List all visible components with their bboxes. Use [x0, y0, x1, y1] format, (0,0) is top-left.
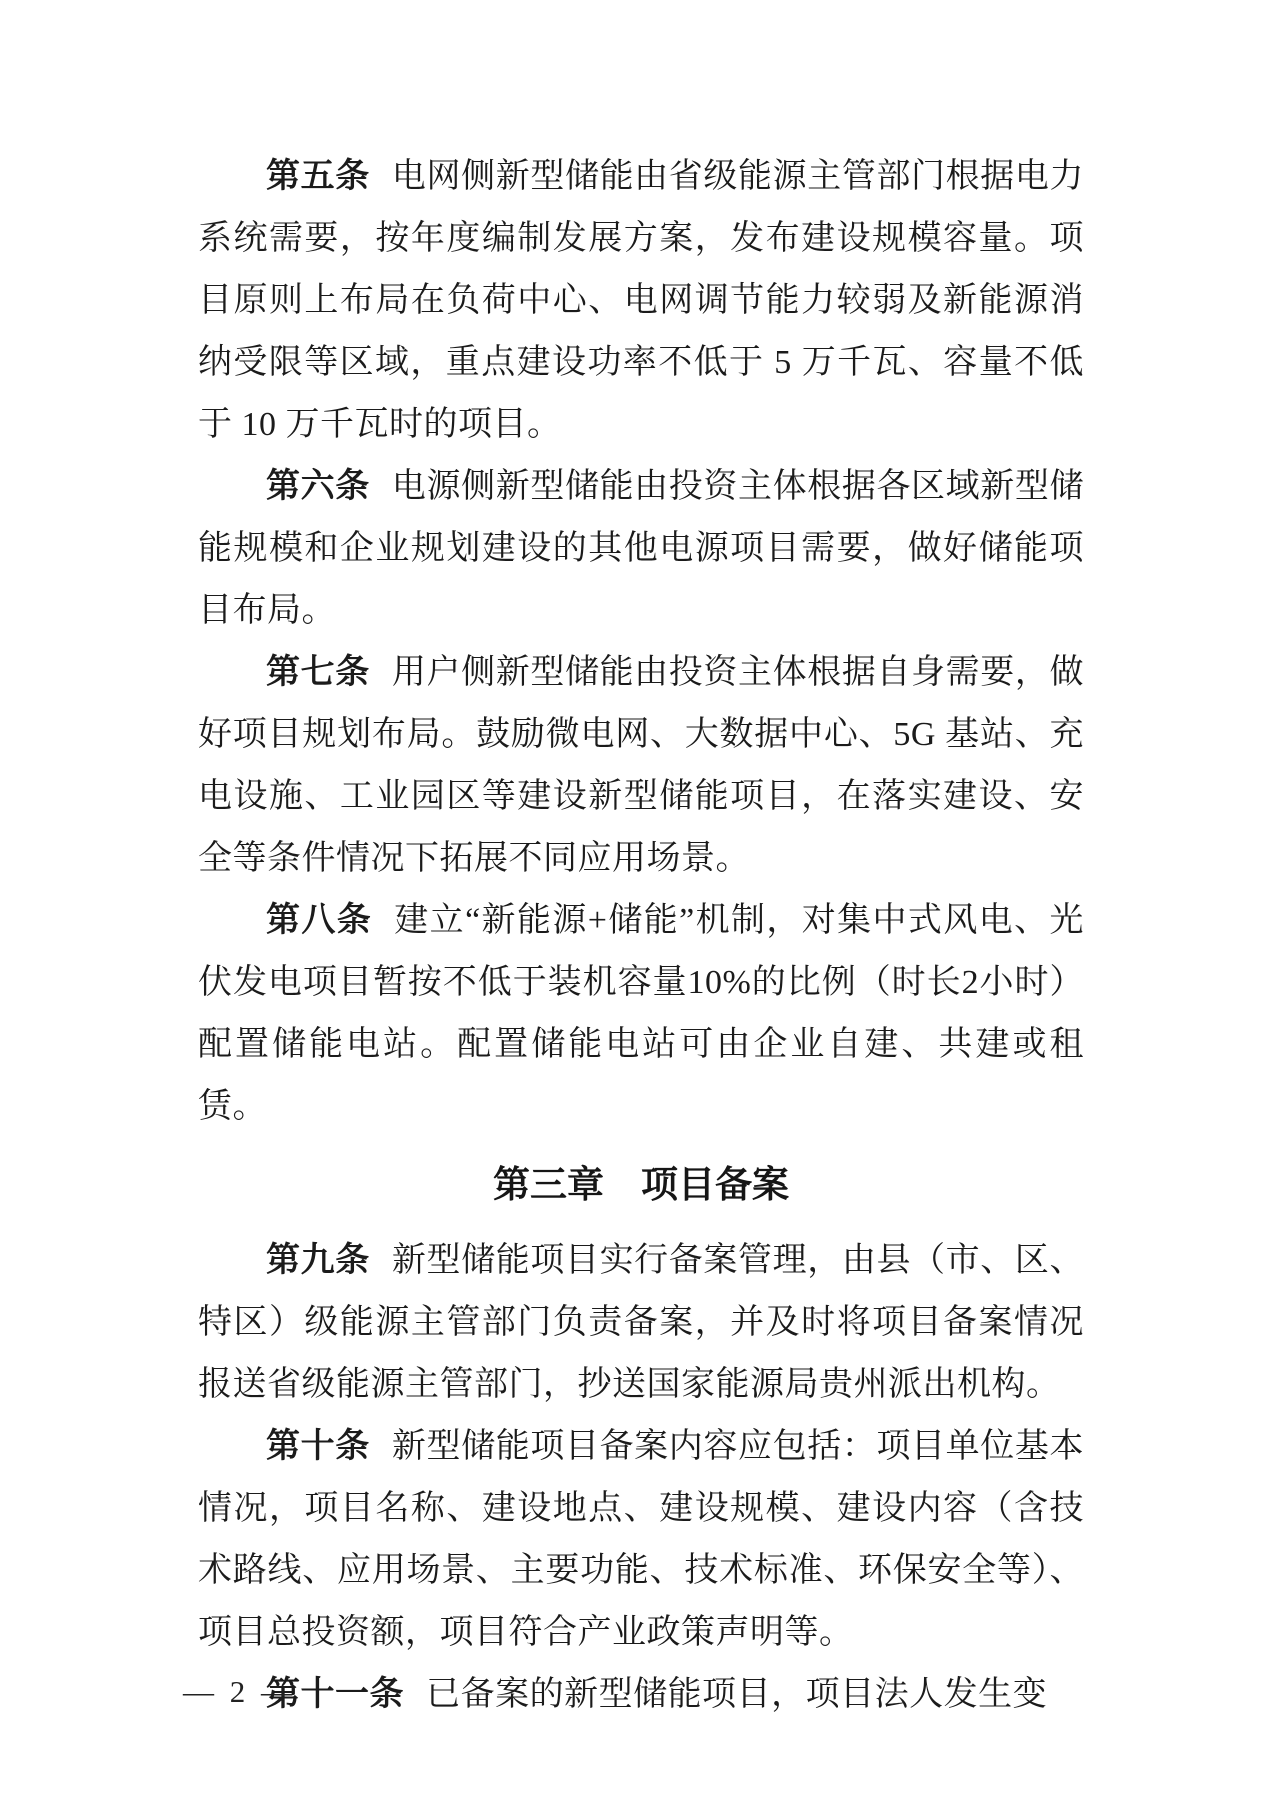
- article-paragraph: [198, 1230, 1084, 1416]
- article-text: 电源侧新型储能由投资主体根据各区域新型储能规模和企业规划建设的其他电源项目需要，做好储能项目布局。: [198, 468, 1084, 629]
- article-label: 第五条: [266, 158, 370, 195]
- article-paragraph: [198, 146, 1084, 456]
- article-text: 电网侧新型储能由省级能源主管部门根据电力系统需要，按年度编制发展方案，发布建设规模容量。项目原则上布局在负荷中心、电网调节能力较弱及新能源消纳受限等区域，重点建设功率不低于 5 万千瓦、容量不低于 10 万千瓦时的项目。: [198, 158, 1084, 443]
- article-label: 第十一条: [266, 1676, 404, 1713]
- document-body: [198, 146, 1084, 1726]
- article-text: 用户侧新型储能由投资主体根据自身需要，做好项目规划布局。鼓励微电网、大数据中心、5G 基站、充电设施、工业园区等建设新型储能项目，在落实建设、安全等条件情况下拓展不同应用场景。: [198, 654, 1084, 877]
- article-text: 新型储能项目实行备案管理，由县（市、区、特区）级能源主管部门负责备案，并及时将项目备案情况报送省级能源主管部门，抄送国家能源局贵州派出机构。: [198, 1242, 1084, 1403]
- article-label: 第六条: [266, 468, 370, 505]
- article-text: 建立“新能源+储能”机制，对集中式风电、光伏发电项目暂按不低于装机容量10%的比例（时长2小时）配置储能电站。配置储能电站可由企业自建、共建或租赁。: [198, 902, 1085, 1125]
- article-paragraph: [198, 890, 1084, 1138]
- chapter-heading: 第三章 项目备案: [493, 1164, 789, 1205]
- article-paragraph: [198, 642, 1084, 890]
- article-text: 新型储能项目备案内容应包括：项目单位基本情况，项目名称、建设地点、建设规模、建设内容（含技术路线、应用场景、主要功能、技术标准、环保安全等）、项目总投资额，项目符合产业政策声明等。: [198, 1428, 1084, 1651]
- article-label: 第九条: [266, 1242, 370, 1279]
- article-label: 第十条: [266, 1428, 370, 1465]
- article-label: 第八条: [266, 902, 373, 939]
- article-label: 第七条: [266, 654, 370, 691]
- article-paragraph: [198, 1664, 1084, 1726]
- article-paragraph: [198, 1416, 1084, 1664]
- article-paragraph: [198, 456, 1084, 642]
- page-number: — 2 —: [183, 1674, 296, 1709]
- article-text: 已备案的新型储能项目，项目法人发生变: [426, 1676, 1048, 1713]
